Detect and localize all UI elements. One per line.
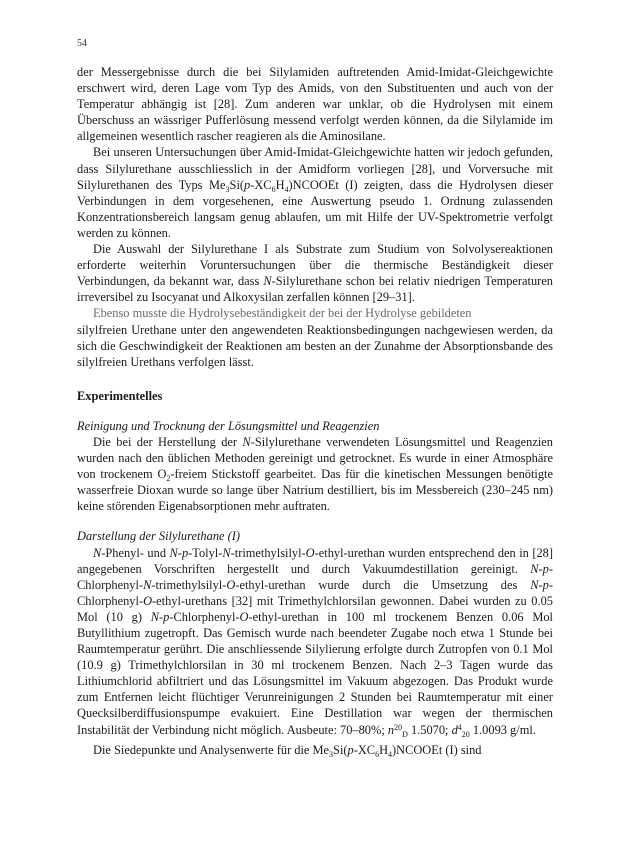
body-text: [77, 64, 553, 758]
paragraph-7: Die Siedepunkte und Analysenwerte für die $Me_3Si(p-XC_6H_4)NCOOEt$ (I) sind: [93, 742, 482, 759]
paragraph-4: Ebenso musste die Hydrolysebeständigkeit der bei der Hydrolyse gebildeten silylfreien Urethane unter den angewendeten Reaktionsbedingungen nachgewiesen werden, da sich die Geschwindigkeit der Reaktionen am besten an der Zunahme der Absorptionsbande des silylfreien Urethans verfolgen lässt.: [77, 306, 553, 369]
page-number: 54: [77, 38, 87, 49]
paragraph-2: Bei unseren Untersuchungen über Amid-Imidat-Gleichgewichte hatten wir jedoch gefunden, dass Silylurethane ausschliesslich in der Amidform vorliegen [28], und Vorversuche mit Silylurethanen des Typs $Me_3Si(p-XC_6H_4)NCOOEt$ (I) zeigten, dass die Hydrolysen dieser Verbindungen in dem vorgesehenen, eine Auswertung pseudo 1. Ordnung zulassenden Konzentrationsbereich langsam genug ablaufen, um mit Hilfe der UV-Spektrometrie verfolgt werden zu können.: [77, 145, 553, 240]
subheading-synthesis: Darstellung der Silylurethane (I): [77, 529, 240, 544]
paragraph-3: Die Auswahl der Silylurethane I als Substrate zum Studium von Solvolysereaktionen erforderte weiterhin Voruntersuchungen über die thermische Beständigkeit dieser Verbindungen, da bekannt war, dass N-Silylurethane schon bei relativ niedrigen Temperaturen irreversibel zu Isocyanat und Alkoxysilan zerfallen können [29–31].: [77, 242, 554, 305]
paragraph-1: der Messergebnisse durch die bei Silylamiden auftretenden Amid-Imidat-Gleichgewichte erschwert wird, deren Lage vom Typ des Amids, von den Substituenten und auch von der Temperatur abhängig ist [28]. Zum anderen war unklar, ob die Hydrolysen mit einem Überschuss an wässriger Pufferlösung messend verfolgt werden können, da die Silylamide im allgemeinen wesentlich rascher reagieren als die Aminosilane.: [77, 65, 553, 144]
paragraph-5: Die bei der Herstellung der N-Silylurethane verwendeten Lösungsmittel und Reagenzien wurden nach den üblichen Methoden gereinigt und getrocknet. Es wurde in einer Atmosphäre von trockenem $O_2$-freiem Stickstoff gearbeitet. Das für die kinetischen Messungen benötigte wasserfreie Dioxan wurde so lange über Natrium destilliert, bis im Messbereich (230–245 nm) keine störenden Eigenabsorptionen mehr auftraten.: [77, 434, 553, 514]
paragraph-6: N-Phenyl- und N-p-Tolyl-N-trimethylsilyl-O-ethyl-urethan wurden entsprechend den in [28] angegebenen Vorschriften hergestellt und durch Vakuumdestillation gereinigt. N-p-Chlorphenyl-N-trimethylsilyl-O-ethyl-urethan wurde durch die Umsetzung des N-p-Chlorphenyl-O-ethyl-urethans [32] mit Trimethylchlorsilan gewonnen. Dabei wurden zu 0.05 Mol (10 g) N-p-Chlorphenyl-O-ethyl-urethan in 100 ml trockenem Benzen 0.06 Mol Butyllithium zugetropft. Das Gemisch wurde nach beendeter Zugabe noch etwa 1 Stunde bei Raumtemperatur gerührt. Die anschliessende Silylierung erfolgte durch Zutropfen von 0.1 Mol (10.9 g) Trimethylchlorsilan in 30 ml trockenem Benzen. Nach 2–3 Tagen wurde das Lithiumchlorid abfiltriert und das Lösungsmittel im Vakuum abgezogen. Das Produkt wurde zum Entfernen leicht flüchtiger Verunreinigungen 2 Stunden bei Raumtemperatur mit einer Quecksilberdiffusionspumpe evakuiert. Eine Destillation war wegen der thermischen Instabilität der Verbindung nicht möglich. Ausbeute: 70–80%; $n^{20}_D$ 1.5070; $d^4_{20}$ 1.0093 g/ml.: [77, 545, 553, 739]
subheading-purification: Reinigung und Trocknung der Lösungsmittel und Reagenzien: [77, 418, 380, 433]
section-heading-experimental: Experimentelles: [77, 388, 163, 403]
